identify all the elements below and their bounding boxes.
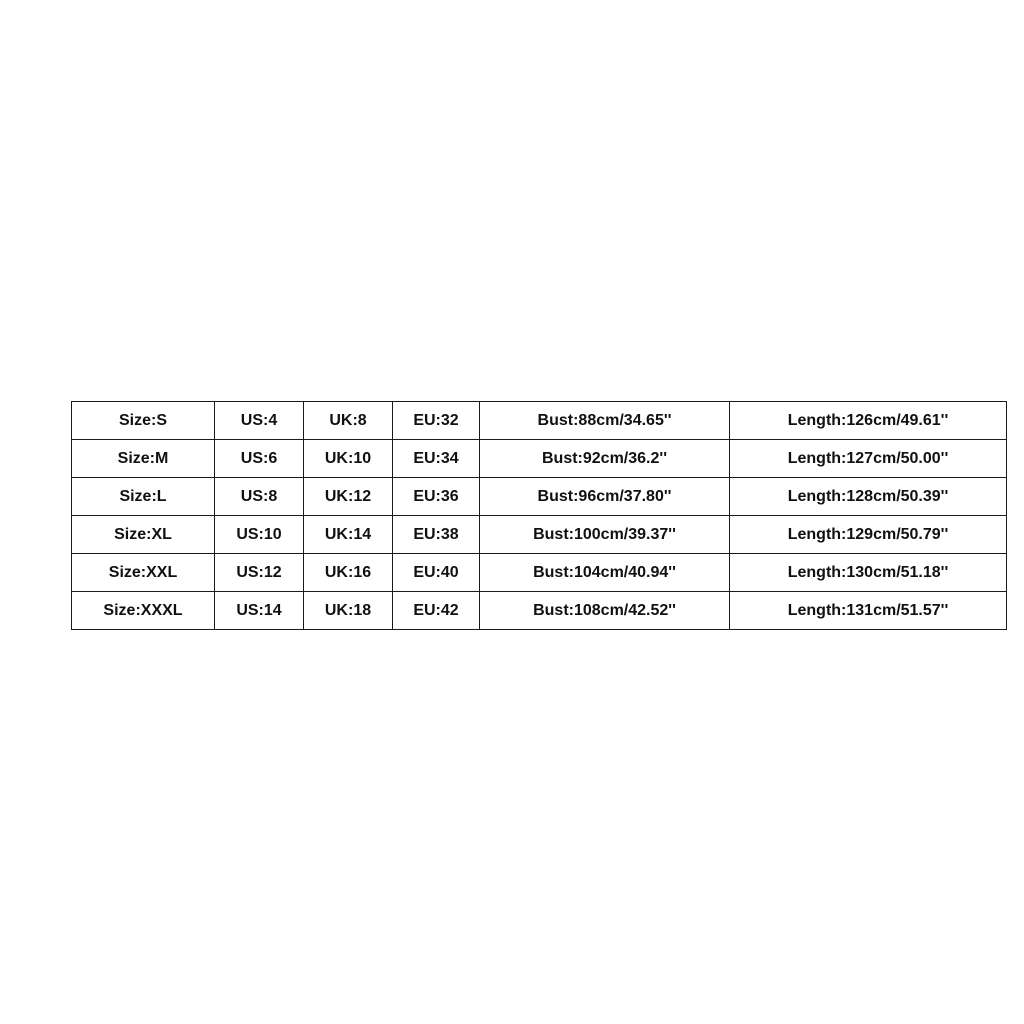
table-row: [72, 554, 1007, 592]
length-cell: Length:129cm/50.79'': [730, 516, 1007, 554]
size-cell: Size:M: [72, 440, 215, 478]
table-row: [72, 592, 1007, 630]
uk-size-cell: UK:10: [304, 440, 393, 478]
length-cell: Length:131cm/51.57'': [730, 592, 1007, 630]
us-size-cell: US:6: [215, 440, 304, 478]
table-row: [72, 440, 1007, 478]
length-cell: Length:126cm/49.61'': [730, 402, 1007, 440]
uk-size-cell: UK:18: [304, 592, 393, 630]
bust-cell: Bust:92cm/36.2'': [480, 440, 730, 478]
bust-cell: Bust:100cm/39.37'': [480, 516, 730, 554]
length-cell: Length:128cm/50.39'': [730, 478, 1007, 516]
eu-size-cell: EU:36: [393, 478, 480, 516]
length-cell: Length:130cm/51.18'': [730, 554, 1007, 592]
bust-cell: Bust:108cm/42.52'': [480, 592, 730, 630]
size-cell: Size:XXXL: [72, 592, 215, 630]
eu-size-cell: EU:42: [393, 592, 480, 630]
bust-cell: Bust:88cm/34.65'': [480, 402, 730, 440]
us-size-cell: US:14: [215, 592, 304, 630]
us-size-cell: US:12: [215, 554, 304, 592]
size-cell: Size:S: [72, 402, 215, 440]
eu-size-cell: EU:32: [393, 402, 480, 440]
uk-size-cell: UK:16: [304, 554, 393, 592]
us-size-cell: US:4: [215, 402, 304, 440]
bust-cell: Bust:104cm/40.94'': [480, 554, 730, 592]
length-cell: Length:127cm/50.00'': [730, 440, 1007, 478]
eu-size-cell: EU:34: [393, 440, 480, 478]
size-cell: Size:L: [72, 478, 215, 516]
uk-size-cell: UK:12: [304, 478, 393, 516]
bust-cell: Bust:96cm/37.80'': [480, 478, 730, 516]
uk-size-cell: UK:14: [304, 516, 393, 554]
size-cell: Size:XXL: [72, 554, 215, 592]
eu-size-cell: EU:38: [393, 516, 480, 554]
table-row: [72, 516, 1007, 554]
eu-size-cell: EU:40: [393, 554, 480, 592]
table-row: [72, 402, 1007, 440]
us-size-cell: US:10: [215, 516, 304, 554]
uk-size-cell: UK:8: [304, 402, 393, 440]
size-cell: Size:XL: [72, 516, 215, 554]
table-row: [72, 478, 1007, 516]
us-size-cell: US:8: [215, 478, 304, 516]
size-chart-table: [71, 401, 1007, 630]
